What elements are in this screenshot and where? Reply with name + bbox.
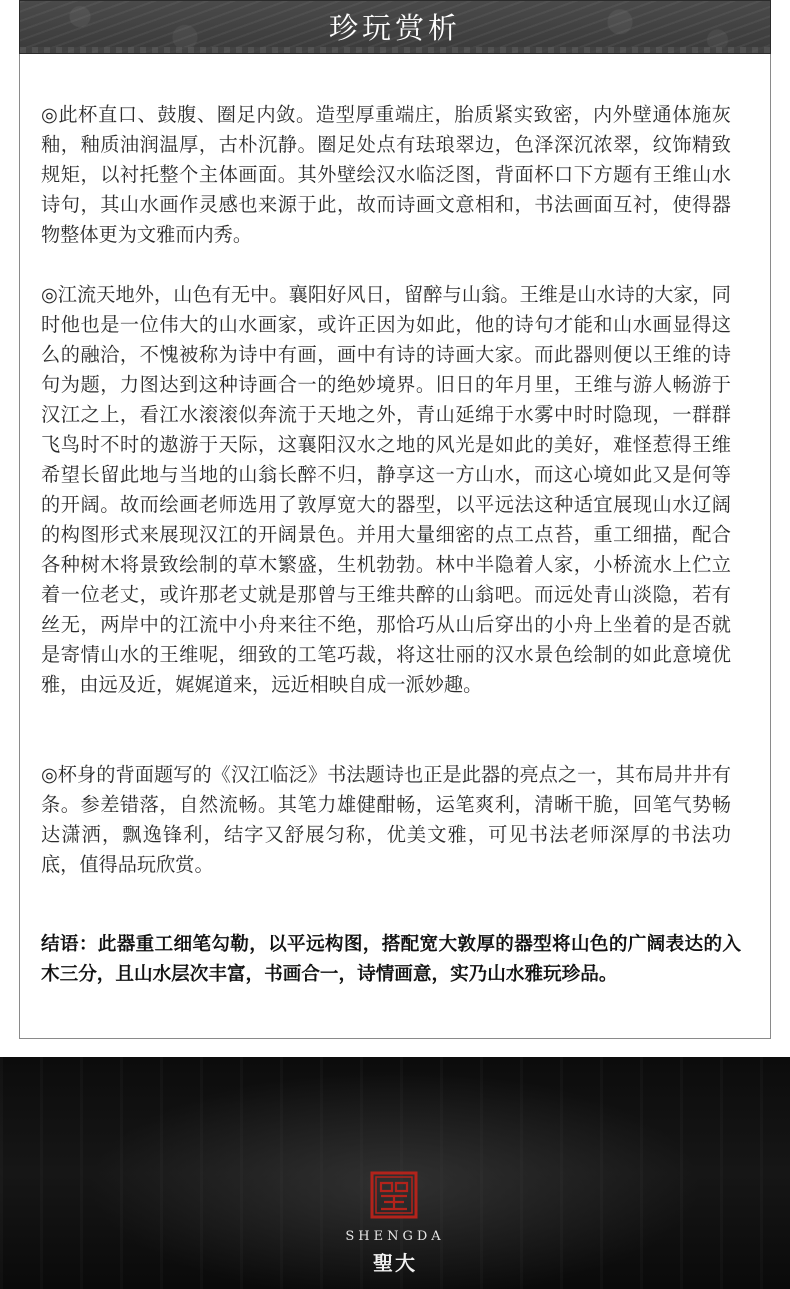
paragraph-cup-shape: ◎此杯直口、鼓腹、圈足内敛。造型厚重端庄，胎质紧实致密，内外壁通体施灰釉，釉质油润温厚，古朴沉静。圈足处点有珐琅翠边，色泽深沉浓翠，纹饰精致规矩，以衬托整个主体画面。其外壁绘汉水临泛图，背面杯口下方题有王维山水诗句，其山水画作灵感也来源于此，故而诗画文意相和，书法画面互衬，使得器物整体更为文雅而内秀。 bbox=[41, 103, 731, 246]
brand-name-english: SHENGDA bbox=[345, 1229, 445, 1244]
header-banner bbox=[19, 0, 771, 54]
brand-name-chinese: 聖大 bbox=[373, 1251, 417, 1275]
paragraph-wang-wei-landscape: ◎江流天地外，山色有无中。襄阳好风日，留醉与山翁。王维是山水诗的大家，同时他也是一位伟大的山水画家，或许正因为如此，他的诗句才能和山水画显得这么的融洽，不愧被称为诗中有画，画中有诗的诗画大家。而此器则便以王维的诗句为题，力图达到这种诗画合一的绝妙境界。旧日的年月里，王维与游人畅游于汉江之上，看江水滚滚似奔流于天地之外，青山延绵于水雾中时时隐现，一群群飞鸟时不时的遨游于天际，这襄阳汉水之地的风光是如此的美好，难怪惹得王维希望长留此地与当地的山翁长醉不归，静享这一方山水，而这心境如此又是何等的开阔。故而绘画老师选用了敦厚宽大的器型，以平远法这种适宜展现山水辽阔的构图形式来展现汉江的开阔景色。并用大量细密的点工点苔，重工细描，配合各种树木将景致绘制的草木繁盛，生机勃勃。林中半隐着人家，小桥流水上伫立着一位老丈，或许那老丈就是那曾与王维共醉的山翁吧。而远处青山淡隐，若有丝无，两岸中的江流中小舟来往不绝，那恰巧从山后穿出的小舟上坐着的是否就是寄情山水的王维呢，细致的工笔巧裁，将这壮丽的汉水景色绘制的如此意境优雅，由远及近，娓娓道来，远近相映自成一派妙趣。 bbox=[41, 283, 731, 696]
content-panel bbox=[19, 54, 771, 1039]
paragraph-calligraphy: ◎杯身的背面题写的《汉江临泛》书法题诗也正是此器的亮点之一，其布局井井有条。参差错落，自然流畅。其笔力雄健酣畅，运笔爽利，清晰干脆，回笔气势畅达潇洒，飘逸锋利，结字又舒展匀称，优美文雅，可见书法老师深厚的书法功底，值得品玩欣赏。 bbox=[41, 763, 731, 876]
conclusion-text: 结语：此器重工细笔勾勒，以平远构图，搭配宽大敦厚的器型将山色的广阔表达的入木三分，且山水层次丰富，书画合一，诗情画意，实乃山水雅玩珍品。 bbox=[41, 934, 741, 985]
page-title: 珍玩赏析 bbox=[328, 11, 461, 45]
footer-brand-area bbox=[0, 1057, 790, 1289]
seal-logo-icon bbox=[370, 1171, 418, 1219]
